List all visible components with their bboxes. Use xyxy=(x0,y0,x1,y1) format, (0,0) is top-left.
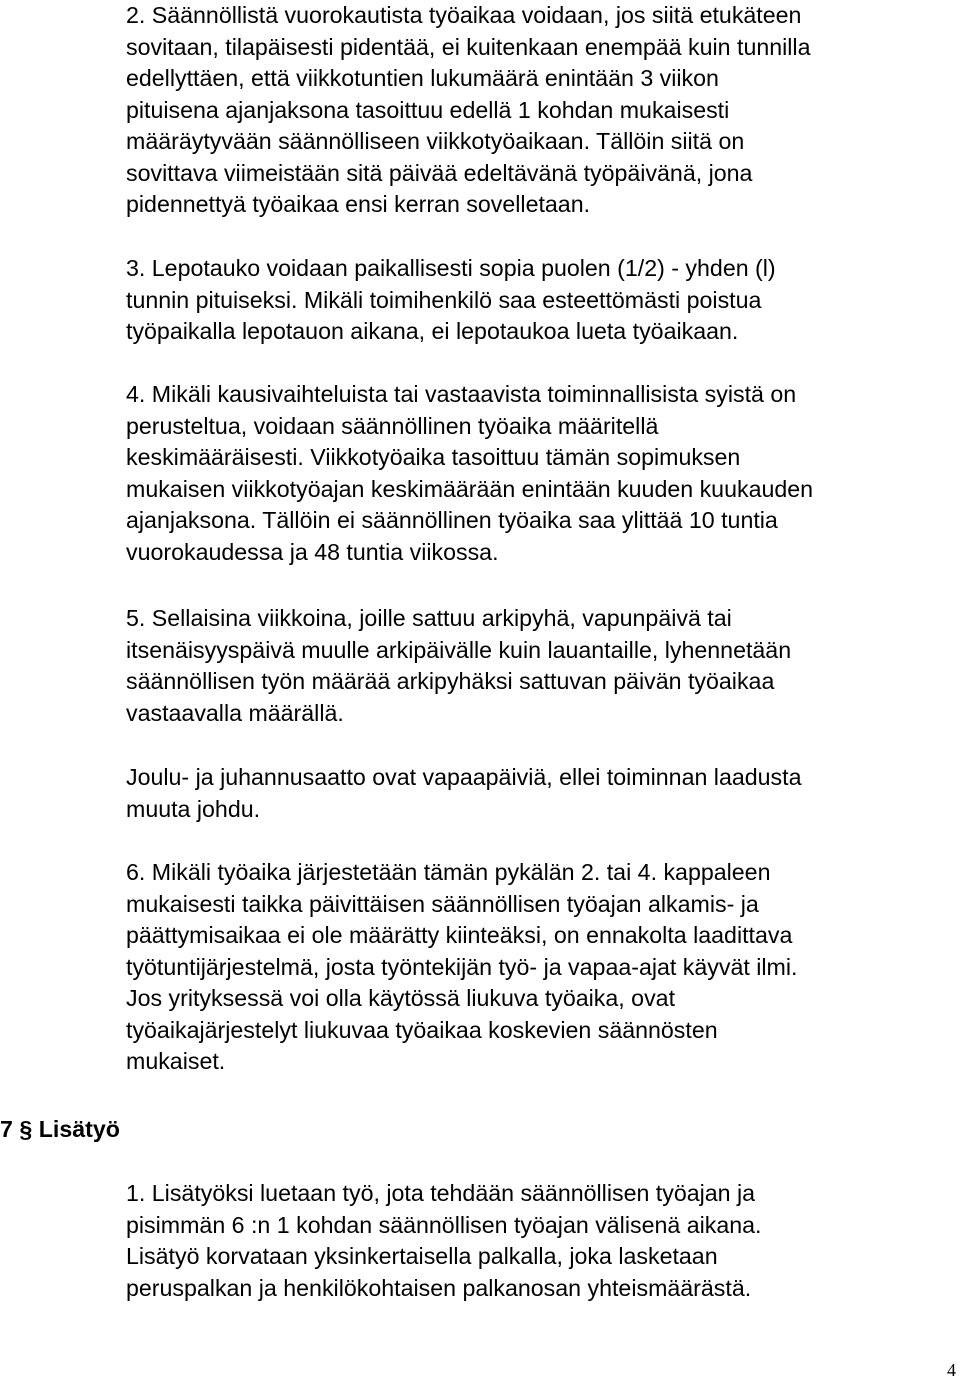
text-line: työaikajärjestelyt liukuvaa työaikaa koskevien säännösten xyxy=(126,1016,718,1043)
text-line: määräytyvään säännölliseen viikkotyöaikaan. Tällöin siitä on xyxy=(126,128,745,154)
text-line: vastaavalla määrällä. xyxy=(126,699,344,726)
text-line: säännöllisen työn määrää arkipyhäksi sattuvan päivän työaikaa xyxy=(126,668,775,694)
page-number: 4 xyxy=(947,1360,956,1380)
paragraph-6 xyxy=(126,857,946,1078)
text-line: 4. Mikäli kausivaihteluista tai vastaavista toiminnallisista syistä on xyxy=(126,381,797,407)
text-line: Lisätyö korvataan yksinkertaisella palkalla, joka lasketaan xyxy=(126,1243,718,1269)
text-line: työpaikalla lepotauon aikana, ei lepotaukoa lueta työaikaan. xyxy=(126,318,739,344)
text-line: 1. Lisätyöksi luetaan työ, jota tehdään säännöllisen työajan ja xyxy=(126,1180,756,1206)
paragraph-3 xyxy=(126,253,946,348)
section-heading xyxy=(0,1113,120,1145)
section-title: Lisätyö xyxy=(38,1116,120,1142)
section-number: 7 xyxy=(0,1116,13,1142)
text-line: peruspalkan ja henkilökohtaisen palkanosan yhteismäärästä. xyxy=(126,1274,752,1301)
paragraph-overtime-1 xyxy=(126,1178,946,1304)
text-line: 5. Sellaisina viikkoina, joille sattuu arkipyhä, vapunpäivä tai xyxy=(126,605,732,631)
text-line: pituisena ajanjaksona tasoittuu edellä 1 kohdan mukaisesti xyxy=(126,96,730,123)
text-line: ajanjaksona. Tällöin ei säännöllinen työaika saa ylittää 10 tuntia xyxy=(126,507,778,533)
text-line: pidennettyä työaikaa ensi kerran sovelletaan. xyxy=(126,191,591,217)
text-line: 3. Lepotauko voidaan paikallisesti sopia puolen (1/2) - yhden (l) xyxy=(126,255,776,281)
text-line: 2. Säännöllistä vuorokautista työaikaa voidaan, jos siitä etukäteen xyxy=(126,2,802,28)
text-line: mukaiset. xyxy=(126,1048,226,1074)
text-line: vuorokaudessa ja 48 tuntia viikossa. xyxy=(126,538,499,565)
text-line: muuta johdu. xyxy=(126,795,261,822)
text-line: perusteltua, voidaan säännöllinen työaika määritellä xyxy=(126,412,659,439)
text-line: pisimmän 6 :n 1 kohdan säännöllisen työajan välisenä aikana. xyxy=(126,1211,762,1238)
text-line: edellyttäen, että viikkotuntien lukumäärä enintään 3 viikon xyxy=(126,65,719,91)
text-line: mukaisen viikkotyöajan keskimäärään enintään kuuden kuukauden xyxy=(126,475,814,502)
text-line: sovittava viimeistään sitä päivää edeltävänä työpäivänä, jona xyxy=(126,159,753,186)
text-line: itsenäisyyspäivä muulle arkipäivälle kuin lauantaille, lyhennetään xyxy=(126,636,792,663)
paragraph-holidays xyxy=(126,762,946,825)
text-line: Joulu- ja juhannusaatto ovat vapaapäiviä, ellei toiminnan laadusta xyxy=(126,764,802,790)
text-line: keskimääräisesti. Viikkotyöaika tasoittuu tämän sopimuksen xyxy=(126,444,741,470)
text-line: mukaisesti taikka päivittäisen säännöllisen työajan alkamis- ja xyxy=(126,890,759,917)
text-line: työtuntijärjestelmä, josta työntekijän työ- ja vapaa-ajat käyvät ilmi. xyxy=(126,953,798,980)
text-line: Jos yrityksessä voi olla käytössä liukuva työaika, ovat xyxy=(126,985,676,1011)
text-line: päättymisaikaa ei ole määrätty kiinteäksi, on ennakolta laadittava xyxy=(126,922,793,948)
text-line: 6. Mikäli työaika järjestetään tämän pykälän 2. tai 4. kappaleen xyxy=(126,859,771,885)
text-line: tunnin pituiseksi. Mikäli toimihenkilö saa esteettömästi poistua xyxy=(126,286,762,313)
paragraph-5 xyxy=(126,603,946,729)
text-line: sovitaan, tilapäisesti pidentää, ei kuitenkaan enempää kuin tunnilla xyxy=(126,33,811,60)
paragraph-2 xyxy=(126,0,946,221)
paragraph-4 xyxy=(126,379,946,568)
section-sign: § xyxy=(19,1116,33,1142)
